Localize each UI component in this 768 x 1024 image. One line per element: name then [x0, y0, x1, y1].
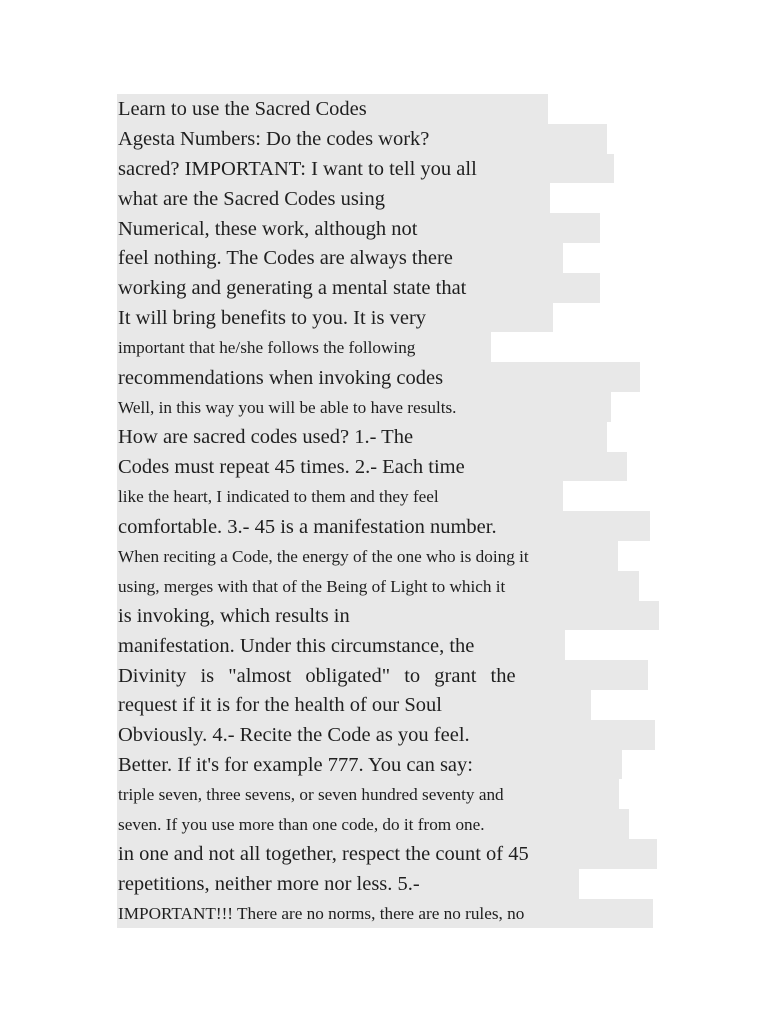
text-line: Divinity is "almost obligated" to grant the — [117, 660, 648, 690]
text-line: Obviously. 4.- Recite the Code as you feel. — [117, 720, 655, 750]
text-line: seven. If you use more than one code, do it from one. — [117, 809, 629, 839]
text-line: Agesta Numbers: Do the codes work? — [117, 124, 607, 154]
text-line: comfortable. 3.- 45 is a manifestation number. — [117, 511, 650, 541]
text-line: using, merges with that of the Being of Light to which it — [117, 571, 639, 601]
text-line: like the heart, I indicated to them and they feel — [117, 481, 563, 511]
text-line: Learn to use the Sacred Codes — [117, 94, 548, 124]
text-line: feel nothing. The Codes are always there — [117, 243, 563, 273]
text-line: working and generating a mental state that — [117, 273, 600, 303]
text-line: in one and not all together, respect the count of 45 — [117, 839, 657, 869]
text-line: important that he/she follows the following — [117, 332, 491, 362]
text-line: recommendations when invoking codes — [117, 362, 640, 392]
text-line: Well, in this way you will be able to have results. — [117, 392, 611, 422]
text-line: How are sacred codes used? 1.- The — [117, 422, 607, 452]
text-block — [117, 94, 659, 928]
text-line: repetitions, neither more nor less. 5.- — [117, 869, 579, 899]
text-line: is invoking, which results in — [117, 601, 659, 631]
text-line: IMPORTANT!!! There are no norms, there are no rules, no — [117, 899, 653, 929]
text-line: It will bring benefits to you. It is very — [117, 303, 553, 333]
text-line: what are the Sacred Codes using — [117, 183, 550, 213]
text-line: Codes must repeat 45 times. 2.- Each time — [117, 452, 627, 482]
text-line: triple seven, three sevens, or seven hundred seventy and — [117, 779, 619, 809]
text-line: When reciting a Code, the energy of the one who is doing it — [117, 541, 618, 571]
text-line: manifestation. Under this circumstance, the — [117, 630, 565, 660]
text-line: sacred? IMPORTANT: I want to tell you all — [117, 154, 614, 184]
text-line: request if it is for the health of our Soul — [117, 690, 591, 720]
text-line: Better. If it's for example 777. You can say: — [117, 750, 622, 780]
text-line: Numerical, these work, although not — [117, 213, 600, 243]
